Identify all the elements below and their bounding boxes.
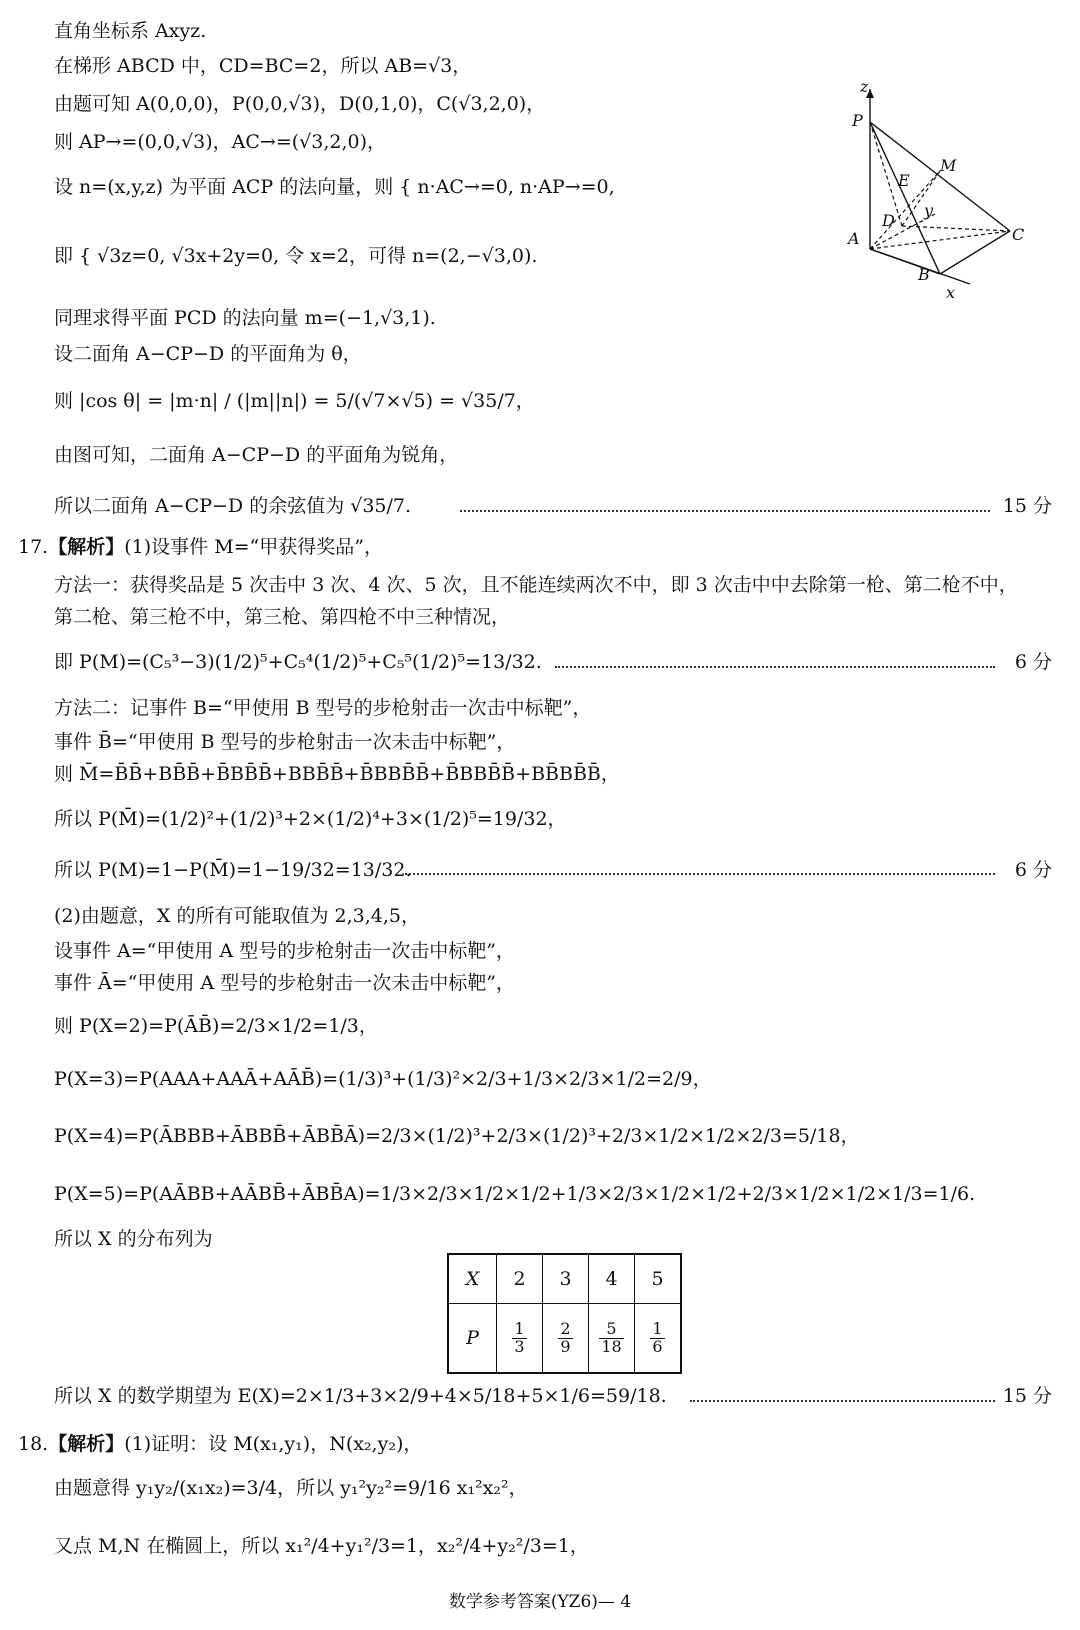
text-line: 所以 P(M)=1−P(M̄)=1−19/32=13/32. (54, 859, 412, 881)
score-mark: 15 分 (1002, 495, 1052, 517)
score-leader (555, 666, 995, 668)
label-y: y (924, 201, 934, 220)
edge-dc (902, 226, 1010, 231)
text-line: 又点 M,N 在椭圆上，所以 x₁²/4+y₁²/3=1，x₂²/4+y₂²/3=1， (54, 1535, 589, 1557)
text-line: (2)由题意，X 的所有可能取值为 2,3,4,5， (54, 905, 420, 927)
label-e: E (898, 171, 910, 190)
text-line: 所以 P(M̄)=(1/2)²+(1/2)³+2×(1/2)⁴+3×(1/2)⁵=19/32， (54, 808, 567, 830)
text-line: 事件 Ā=“甲使用 A 型号的步枪射击一次未击中标靶”， (54, 972, 515, 994)
table-cell (497, 1304, 543, 1374)
text-line: 第二枪、第三枪不中，第三枪、第四枪不中三种情况， (54, 606, 511, 628)
label-p: P (852, 111, 863, 130)
text-line: P(X=3)=P(AAA+AAĀ+AĀB̄)=(1/3)³+(1/3)²×2/3+1/3×2/3×1/2=2/9， (54, 1068, 712, 1090)
score-mark: 15 分 (1002, 1385, 1052, 1407)
text-line: P(X=5)=P(AĀBB+AĀBB̄+ĀBB̄A)=1/3×2/3×1/2×1/2+1/3×2/3×1/2×1/2+2/3×1/2×1/2×1/3=1/6. (54, 1183, 976, 1205)
edge-ac (870, 231, 1010, 249)
text-line: 事件 B̄=“甲使用 B 型号的步枪射击一次未击中标靶”， (54, 731, 516, 753)
edge-bc (940, 231, 1010, 274)
text-line: 则 P(X=2)=P(ĀB̄)=2/3×1/2=1/3， (54, 1015, 378, 1037)
question-number: 17.【解析】(1)设事件 M=“甲获得奖品”， (18, 536, 383, 558)
pyramid-figure (848, 77, 1065, 304)
text-line: 方法一：获得奖品是 5 次击中 3 次、4 次、5 次，且不能连续两次不中，即 3 次击中中去除第一枪、第二枪不中， (54, 574, 1018, 596)
text-line: 直角坐标系 Axyz. (54, 20, 207, 42)
label-d: D (882, 211, 895, 230)
table-cell (635, 1304, 682, 1374)
text-line: 则 M̄=B̄B̄+BB̄B̄+B̄BB̄B̄+BBB̄B̄+B̄BBB̄B̄+B̄BBB̄B̄+BB̄BB̄B̄， (54, 763, 620, 785)
table-row (448, 1254, 681, 1304)
text-line: 在梯形 ABCD 中，CD=BC=2，所以 AB=√3， (54, 55, 472, 77)
fraction: $\frac{1}{6}$ (652, 1318, 663, 1356)
fraction: $\frac{2}{9}$ (560, 1318, 571, 1356)
table-cell: 3 (543, 1254, 589, 1304)
fraction: $\frac{5}{18}$ (601, 1318, 622, 1356)
text-line: 设二面角 A−CP−D 的平面角为 θ， (54, 343, 362, 365)
text-line: P(X=4)=P(ĀBBB+ĀBBB̄+ĀBB̄Ā)=2/3×(1/2)³+2/3×(1/2)³+2/3×1/2×1/2×2/3=5/18， (54, 1125, 860, 1147)
question-number: 18.【解析】(1)证明：设 M(x₁,y₁)，N(x₂,y₂)， (18, 1433, 423, 1455)
score-mark: 6 分 (1014, 651, 1052, 673)
label-x: x (946, 283, 956, 302)
text-line: 则 AP→=(0,0,√3)，AC→=(√3,2,0)， (54, 131, 387, 153)
score-leader (690, 1400, 995, 1402)
text-line: 设事件 A=“甲使用 A 型号的步枪射击一次击中标靶”， (54, 940, 515, 962)
table-cell: X (448, 1254, 497, 1304)
table-row (448, 1304, 681, 1374)
fraction: $\frac{1}{3}$ (514, 1318, 525, 1356)
text-line: 同理求得平面 PCD 的法向量 m=(−1,√3,1). (54, 307, 436, 329)
text-line: 由题意得 y₁y₂/(x₁x₂)=3/4，所以 y₁²y₂²=9/16 x₁²x₂²， (54, 1477, 528, 1499)
text-line: 所以 X 的数学期望为 E(X)=2×1/3+3×2/9+4×5/18+5×1/6=59/18. (54, 1385, 667, 1407)
text-line: 即 P(M)=(C₅³−3)(1/2)⁵+C₅⁴(1/2)⁵+C₅⁵(1/2)⁵=13/32. (54, 651, 542, 673)
table-cell: 5 (635, 1254, 682, 1304)
table-cell: 4 (589, 1254, 635, 1304)
text-line: 由题可知 A(0,0,0)，P(0,0,√3)，D(0,1,0)，C(√3,2,0)， (54, 93, 546, 115)
table-cell: 2 (497, 1254, 543, 1304)
label-z: z (860, 77, 869, 96)
text-line: 则 |cos θ| = |m·n| / (|m||n|) = 5/(√7×√5) = √35/7， (54, 390, 535, 412)
text-line: 由图可知，二面角 A−CP−D 的平面角为锐角， (54, 444, 459, 466)
table-cell (543, 1304, 589, 1374)
text-line: 即 { √3z=0, √3x+2y=0, 令 x=2，可得 n=(2,−√3,0). (54, 245, 538, 267)
table-cell: P (448, 1304, 497, 1374)
label-a: A (848, 229, 860, 248)
table-cell (589, 1304, 635, 1374)
label-c: C (1012, 225, 1025, 244)
score-mark: 6 分 (1014, 859, 1052, 881)
score-leader (460, 510, 990, 512)
label-b: B (918, 265, 930, 284)
text-line: 所以二面角 A−CP−D 的余弦值为 √35/7. (54, 495, 412, 517)
text-line: 所以 X 的分布列为 (54, 1228, 213, 1250)
edge-pb (870, 122, 940, 274)
score-leader (405, 873, 995, 875)
page-footer: 数学参考答案(YZ6)— 4 (448, 1592, 632, 1612)
label-m: M (940, 156, 957, 175)
text-line: 设 n=(x,y,z) 为平面 ACP 的法向量，则 { n·AC→=0, n·AP→=0, (54, 176, 615, 198)
distribution-table (447, 1253, 682, 1374)
text-line: 方法二：记事件 B=“甲使用 B 型号的步枪射击一次击中标靶”， (54, 697, 592, 719)
